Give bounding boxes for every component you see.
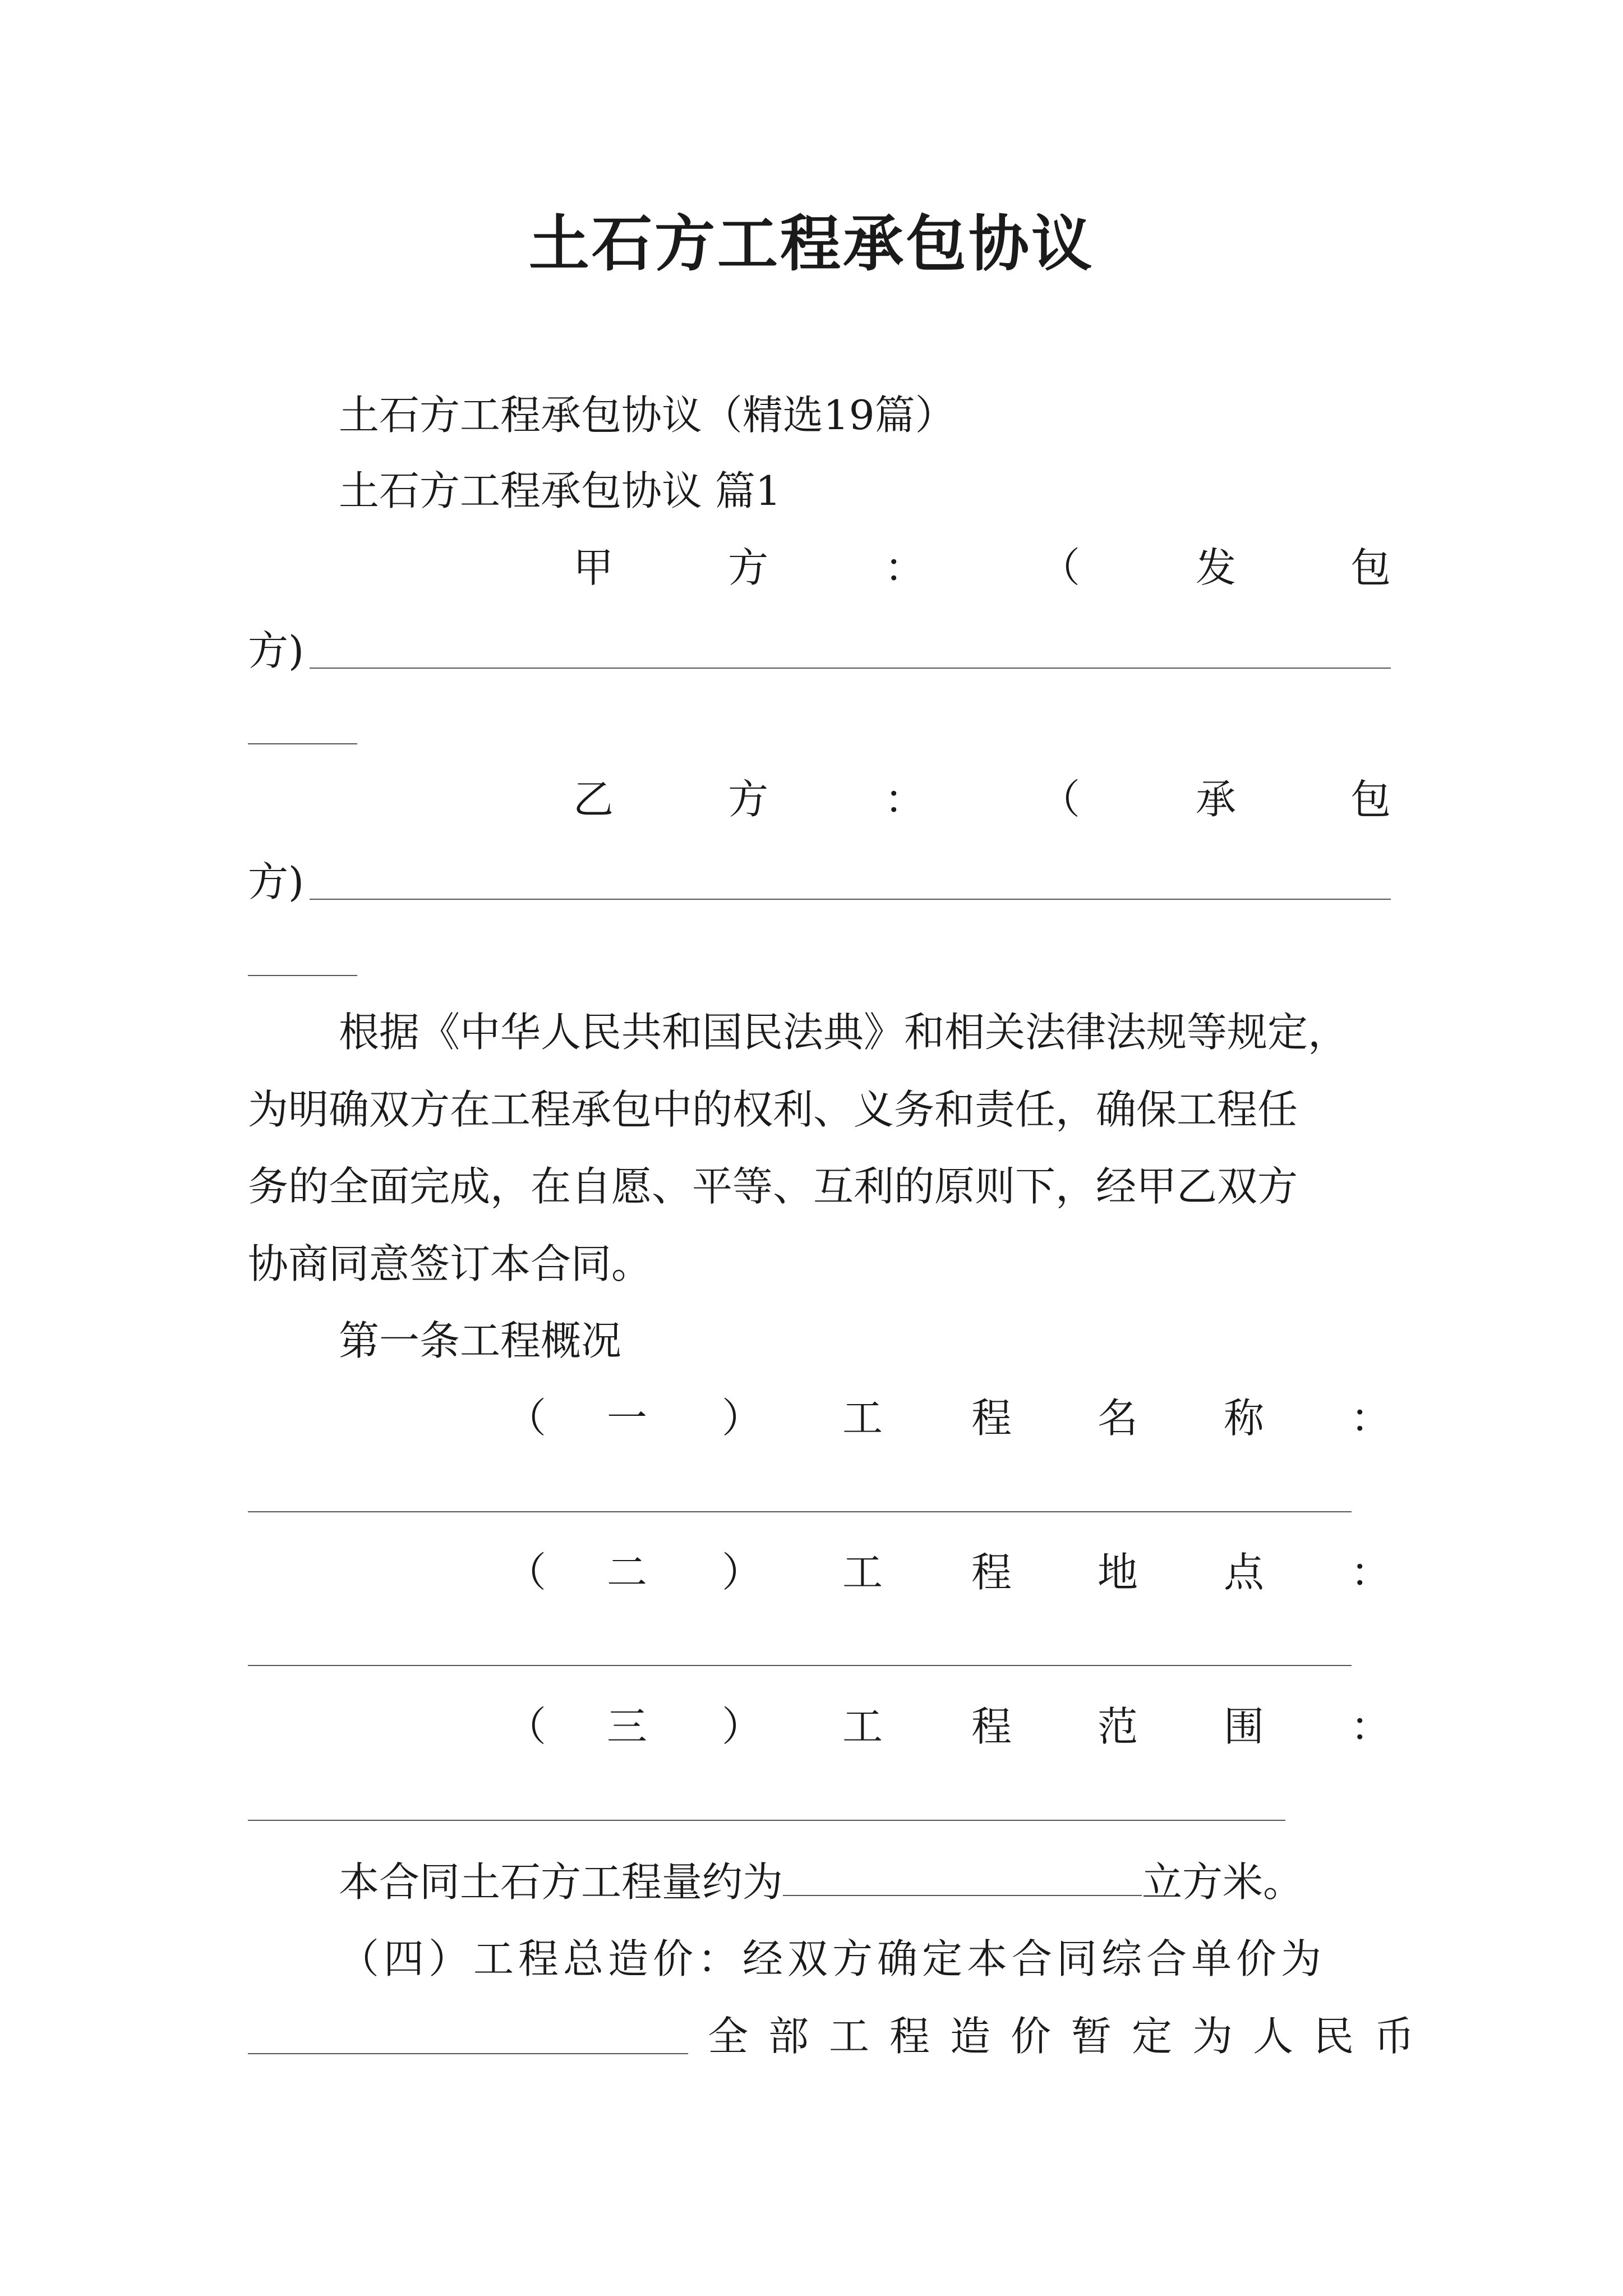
- party-a-tail: 方): [248, 627, 305, 674]
- item2-char: 点: [1224, 1549, 1265, 1596]
- item3-char: 工: [842, 1703, 883, 1750]
- item2-char: ：: [1350, 1549, 1391, 1596]
- item2-char: 程: [971, 1549, 1012, 1596]
- party-b-char: 乙: [573, 776, 614, 823]
- article1-heading: 第一条工程概况: [339, 1317, 622, 1364]
- volume-suffix: 立方米。: [1142, 1858, 1304, 1906]
- preamble-line: 务的全面完成，在自愿、平等、互利的原则下，经甲乙双方: [248, 1163, 1298, 1210]
- party-a-char: （: [1040, 544, 1081, 591]
- item3-char: 三: [607, 1703, 648, 1750]
- item1-char: ）: [722, 1395, 763, 1442]
- party-b-char: 包: [1350, 776, 1391, 823]
- party-b-char: （: [1040, 776, 1081, 823]
- item2-char: 地: [1098, 1549, 1138, 1596]
- item1-char: ：: [1350, 1395, 1391, 1442]
- item2-char: 二: [607, 1549, 648, 1596]
- item3-char: 程: [971, 1703, 1012, 1750]
- party-a-char: 发: [1196, 544, 1237, 591]
- item1-char: 名: [1098, 1395, 1138, 1442]
- preamble-line: 根据《中华人民共和国民法典》和相关法律法规等规定，: [339, 1009, 1349, 1056]
- party-a-underline: [310, 668, 1391, 669]
- volume-line: [248, 1854, 1391, 1910]
- item1-char: （: [506, 1395, 547, 1442]
- party-a-underline-cont: [248, 743, 357, 744]
- document-subtitle: 土石方工程承包协议（精选19篇）: [339, 392, 956, 439]
- party-b-row: [248, 771, 1391, 827]
- item3-char: （: [506, 1703, 547, 1750]
- item1-char: 工: [842, 1395, 883, 1442]
- item2-char: 工: [842, 1549, 883, 1596]
- item3-underline: [248, 1820, 1285, 1821]
- item2-underline: [248, 1665, 1352, 1666]
- item1-underline: [248, 1511, 1352, 1512]
- item2-row: [248, 1544, 1391, 1600]
- volume-prefix: 本合同土石方工程量约为: [339, 1858, 783, 1906]
- item1-char: 称: [1224, 1395, 1265, 1442]
- party-a-char: ：: [884, 544, 925, 591]
- item1-row: [248, 1390, 1391, 1446]
- party-a-char: 甲: [573, 544, 614, 591]
- item2-char: ）: [722, 1549, 763, 1596]
- item3-char: ）: [722, 1703, 763, 1750]
- volume-blank: [783, 1862, 1142, 1896]
- item3-row: [248, 1699, 1391, 1755]
- item1-char: 程: [971, 1395, 1012, 1442]
- preamble-line: 为明确双方在工程承包中的权利、义务和责任，确保工程任: [248, 1086, 1298, 1133]
- preamble-line: 协商同意签订本合同。: [248, 1240, 652, 1287]
- party-b-char: 方: [728, 776, 769, 823]
- party-b-char: ：: [884, 776, 925, 823]
- document-title: 土石方工程承包协议: [528, 209, 1094, 279]
- item3-char: ：: [1350, 1703, 1391, 1750]
- item4-unit-price-blank: [248, 2053, 688, 2054]
- party-b-char: 承: [1196, 776, 1237, 823]
- item3-char: 范: [1098, 1703, 1138, 1750]
- party-a-char: 方: [728, 544, 769, 591]
- item2-char: （: [506, 1549, 547, 1596]
- party-b-tail: 方): [248, 858, 305, 905]
- party-b-underline-cont: [248, 975, 357, 976]
- item4-line: （四）工程总造价：经双方确定本合同综合单价为: [339, 1935, 1326, 1982]
- section-heading: 土石方工程承包协议 篇1: [339, 467, 781, 514]
- item1-char: 一: [607, 1395, 648, 1442]
- party-a-char: 包: [1350, 544, 1391, 591]
- party-b-underline: [310, 899, 1391, 900]
- item4-tail: 全部工程造价暂定为人民币: [708, 2013, 1435, 2060]
- item3-char: 围: [1224, 1703, 1265, 1750]
- party-a-row: [248, 540, 1391, 596]
